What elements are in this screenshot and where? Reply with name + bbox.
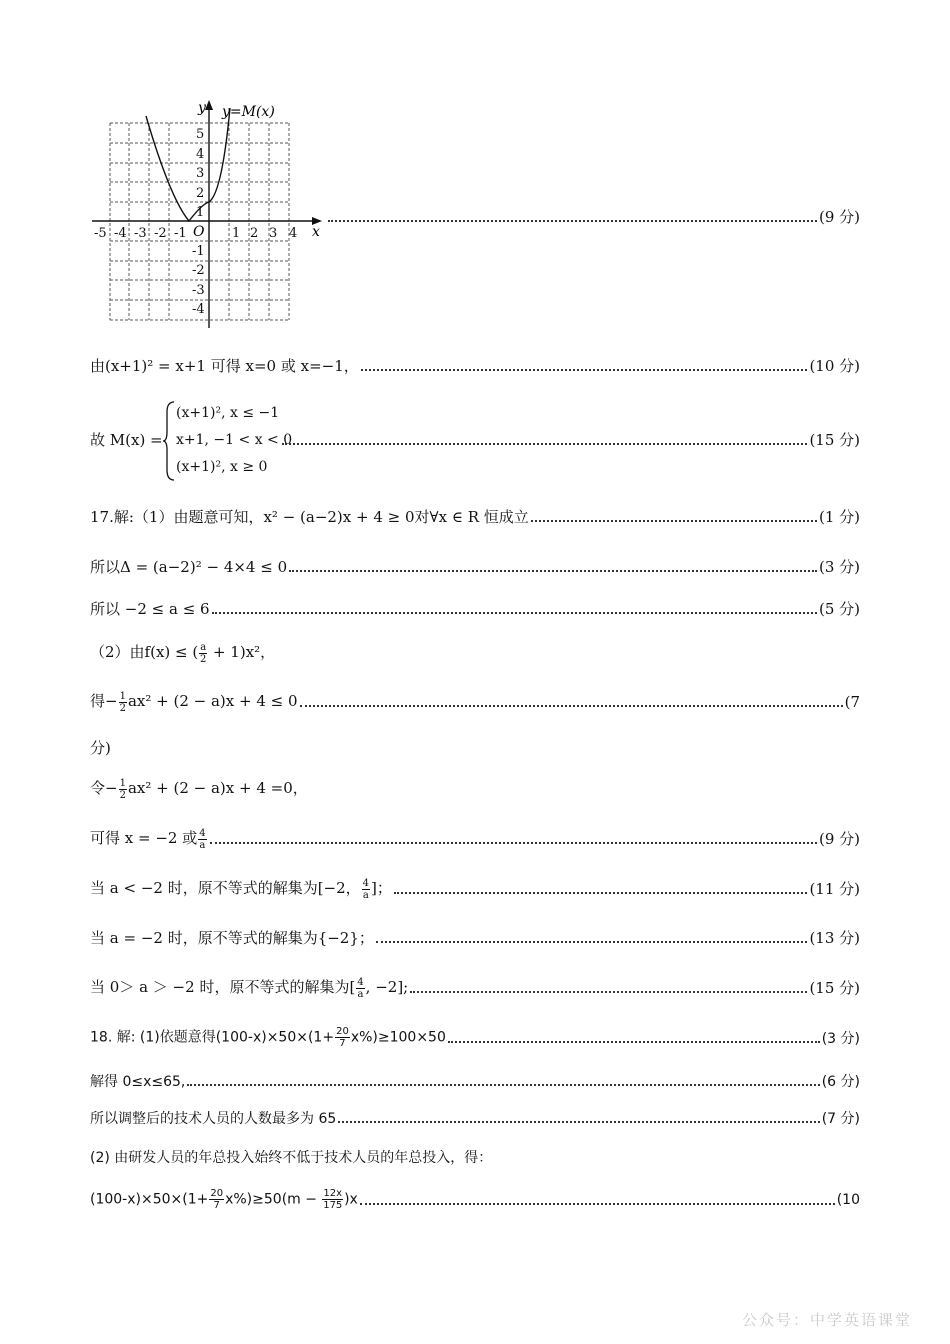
denominator: a <box>362 889 369 901</box>
score: (9 分) <box>818 830 860 849</box>
score: (1 分) <box>818 508 860 526</box>
score: (5 分) <box>818 600 860 618</box>
fraction <box>198 828 206 851</box>
leader-dots <box>282 443 807 445</box>
text-part: x%)≥100×50 <box>350 1029 446 1046</box>
x-tick: -1 <box>174 226 187 241</box>
q18-line-3 <box>90 1108 860 1128</box>
fraction <box>199 642 207 665</box>
leader-dots <box>187 1084 819 1086</box>
denominator: a <box>357 988 364 1000</box>
x-axis-label: x <box>312 224 320 240</box>
leader-dots <box>289 570 817 572</box>
q17-line-7 <box>90 827 860 851</box>
case-1: (x+1)², x ≤ −1 <box>176 405 280 421</box>
numerator: 4 <box>362 877 370 889</box>
leader-dots <box>328 220 817 222</box>
leader-dots <box>210 842 817 844</box>
q18-line-1 <box>90 1026 860 1049</box>
line-text: 所以调整后的技术人员的人数最多为 65 <box>90 1111 337 1127</box>
leader-dots <box>212 612 817 614</box>
q18-line-2 <box>90 1071 860 1091</box>
line-text: 所以 −2 ≤ a ≤ 6 <box>90 600 210 618</box>
denominator: 7 <box>339 1038 346 1049</box>
q17-line-6 <box>90 777 308 801</box>
x-tick: 4 <box>289 226 298 241</box>
y-tick: -3 <box>192 283 205 298</box>
denominator: 2 <box>200 653 207 665</box>
text-part: 18. 解: (1)依题意得(100-x)×50×(1+ <box>90 1029 335 1046</box>
numerator: 4 <box>199 827 206 839</box>
piecewise-prefix: 故 M(x) = <box>90 431 163 449</box>
fraction <box>119 691 127 714</box>
fraction <box>356 977 364 1000</box>
score: (3 分) <box>818 558 860 576</box>
x-tick: -4 <box>114 226 127 241</box>
q17-line-1 <box>90 506 860 527</box>
y-tick: -4 <box>192 302 205 317</box>
case-3: (x+1)², x ≥ 0 <box>176 459 268 475</box>
y-tick: 1 <box>196 205 205 220</box>
leader-dots <box>394 892 808 894</box>
q17-line-2 <box>90 556 860 577</box>
q18-line-4: (2) 由研发人员的年总投入始终不低于技术人员的年总投入，得： <box>90 1150 493 1166</box>
line-text <box>90 827 208 851</box>
graph-svg <box>90 98 330 328</box>
text-part: 当 a < −2 时，原不等式的解集为[−2， <box>90 879 361 897</box>
q17-line-8 <box>90 877 860 901</box>
score: (10 <box>836 1191 860 1208</box>
text-part: (100-x)×50×(1+ <box>90 1191 209 1208</box>
y-axis-arrow <box>205 100 213 110</box>
denominator: 175 <box>323 1200 343 1211</box>
score: (10 分) <box>809 357 860 375</box>
curve-m-x <box>146 108 230 221</box>
graph-score-line <box>326 206 860 227</box>
text-part: 得− <box>90 692 118 710</box>
numerator: 20 <box>336 1026 349 1037</box>
q17-line-10 <box>90 976 860 1000</box>
numerator: 20 <box>210 1188 224 1199</box>
q17-line-5 <box>90 690 860 714</box>
score: (7 分) <box>821 1111 860 1127</box>
denominator: a <box>199 839 206 851</box>
q17-line-9 <box>90 927 860 948</box>
x-tick: -5 <box>94 226 107 241</box>
line-text: 当 a = −2 时，原不等式的解集为{−2}； <box>90 929 374 947</box>
line-text: + 1)x²， <box>208 643 276 661</box>
q17-line-5b: 分) <box>90 739 111 757</box>
line-text: 解得 0≤x≤65, <box>90 1074 186 1090</box>
leader-dots <box>448 1041 820 1043</box>
q18-line-5 <box>90 1188 860 1211</box>
numerator: a <box>200 641 207 653</box>
text-part: x%)≥50(m − <box>225 1191 322 1208</box>
text-part: 当 0＞ a ＞ −2 时，原不等式的解集为[ <box>90 978 356 996</box>
piecewise-cases <box>176 400 292 481</box>
solution-line-10 <box>90 355 860 376</box>
denominator: 7 <box>213 1200 220 1211</box>
fraction <box>362 878 370 901</box>
x-tick: -2 <box>154 226 167 241</box>
leader-dots <box>531 520 817 522</box>
leader-dots <box>376 941 808 943</box>
y-tick: 2 <box>196 186 205 201</box>
y-tick-labels <box>192 127 205 317</box>
line-text <box>90 1188 358 1211</box>
line-text <box>90 877 392 901</box>
text-part: 可得 x = −2 或 <box>90 829 198 847</box>
denominator: 2 <box>119 789 126 801</box>
y-axis-label: y <box>198 100 206 116</box>
line-text: 由(x+1)² = x+1 可得 x=0 或 x=−1， <box>90 357 359 375</box>
line-text <box>90 1026 446 1049</box>
x-tick: -3 <box>134 226 147 241</box>
left-brace <box>162 400 176 482</box>
text-part: , −2]; <box>365 978 409 996</box>
y-tick: 3 <box>196 166 205 181</box>
y-tick: 4 <box>196 147 205 162</box>
text-part: ax² + (2 − a)x + 4 ≤ 0 <box>127 692 298 710</box>
text-part: ]； <box>371 879 392 897</box>
score: (15 分) <box>809 979 860 998</box>
x-tick: 2 <box>250 226 259 241</box>
function-graph <box>90 98 330 328</box>
line-text: （2）由f(x) ≤ ( <box>90 643 199 661</box>
case-2: x+1, −1 < x < 0 <box>176 432 293 448</box>
piecewise-score-line <box>280 429 860 450</box>
y-tick: -2 <box>192 263 205 278</box>
numerator: 1 <box>119 690 126 702</box>
line-text: 所以Δ = (a−2)² − 4×4 ≤ 0 <box>90 558 288 576</box>
leader-dots <box>361 369 808 371</box>
numerator: 1 <box>119 777 126 789</box>
leader-dots <box>410 991 807 993</box>
y-tick: 5 <box>196 127 205 142</box>
fraction <box>335 1026 350 1049</box>
score: (15 分) <box>809 431 860 449</box>
score: (13 分) <box>809 929 860 947</box>
line-text <box>90 690 298 714</box>
fraction <box>322 1188 343 1211</box>
piecewise-definition <box>90 400 860 480</box>
leader-dots <box>338 1121 819 1123</box>
fraction <box>119 778 127 801</box>
y-tick: -1 <box>192 244 205 259</box>
score: (3 分) <box>821 1030 860 1047</box>
watermark: 公众号：中学英语课堂 <box>741 1311 912 1329</box>
curve-label: y=M(x) <box>222 104 275 120</box>
q17-line-3 <box>90 598 860 619</box>
line-text <box>90 976 408 1000</box>
q17-line-4 <box>90 641 275 665</box>
x-tick: 1 <box>232 226 241 241</box>
score: (6 分) <box>821 1074 860 1090</box>
line-text: 令− <box>90 779 118 797</box>
leader-dots <box>300 705 843 707</box>
x-tick: 3 <box>269 226 278 241</box>
text-part: )x <box>344 1191 358 1208</box>
score: (9 分) <box>818 208 860 226</box>
fraction <box>209 1188 224 1211</box>
denominator: 2 <box>119 702 126 714</box>
leader-dots <box>360 1203 835 1205</box>
line-text: ax² + (2 − a)x + 4 =0， <box>127 779 308 797</box>
numerator: 12x <box>323 1188 343 1199</box>
score: (11 分) <box>809 880 860 899</box>
score: (7 <box>844 692 860 711</box>
origin-label: O <box>193 224 205 240</box>
line-text: 17.解:（1）由题意可知，x² − (a−2)x + 4 ≥ 0对∀x ∈ R 恒成立 <box>90 508 529 526</box>
numerator: 4 <box>357 976 364 988</box>
